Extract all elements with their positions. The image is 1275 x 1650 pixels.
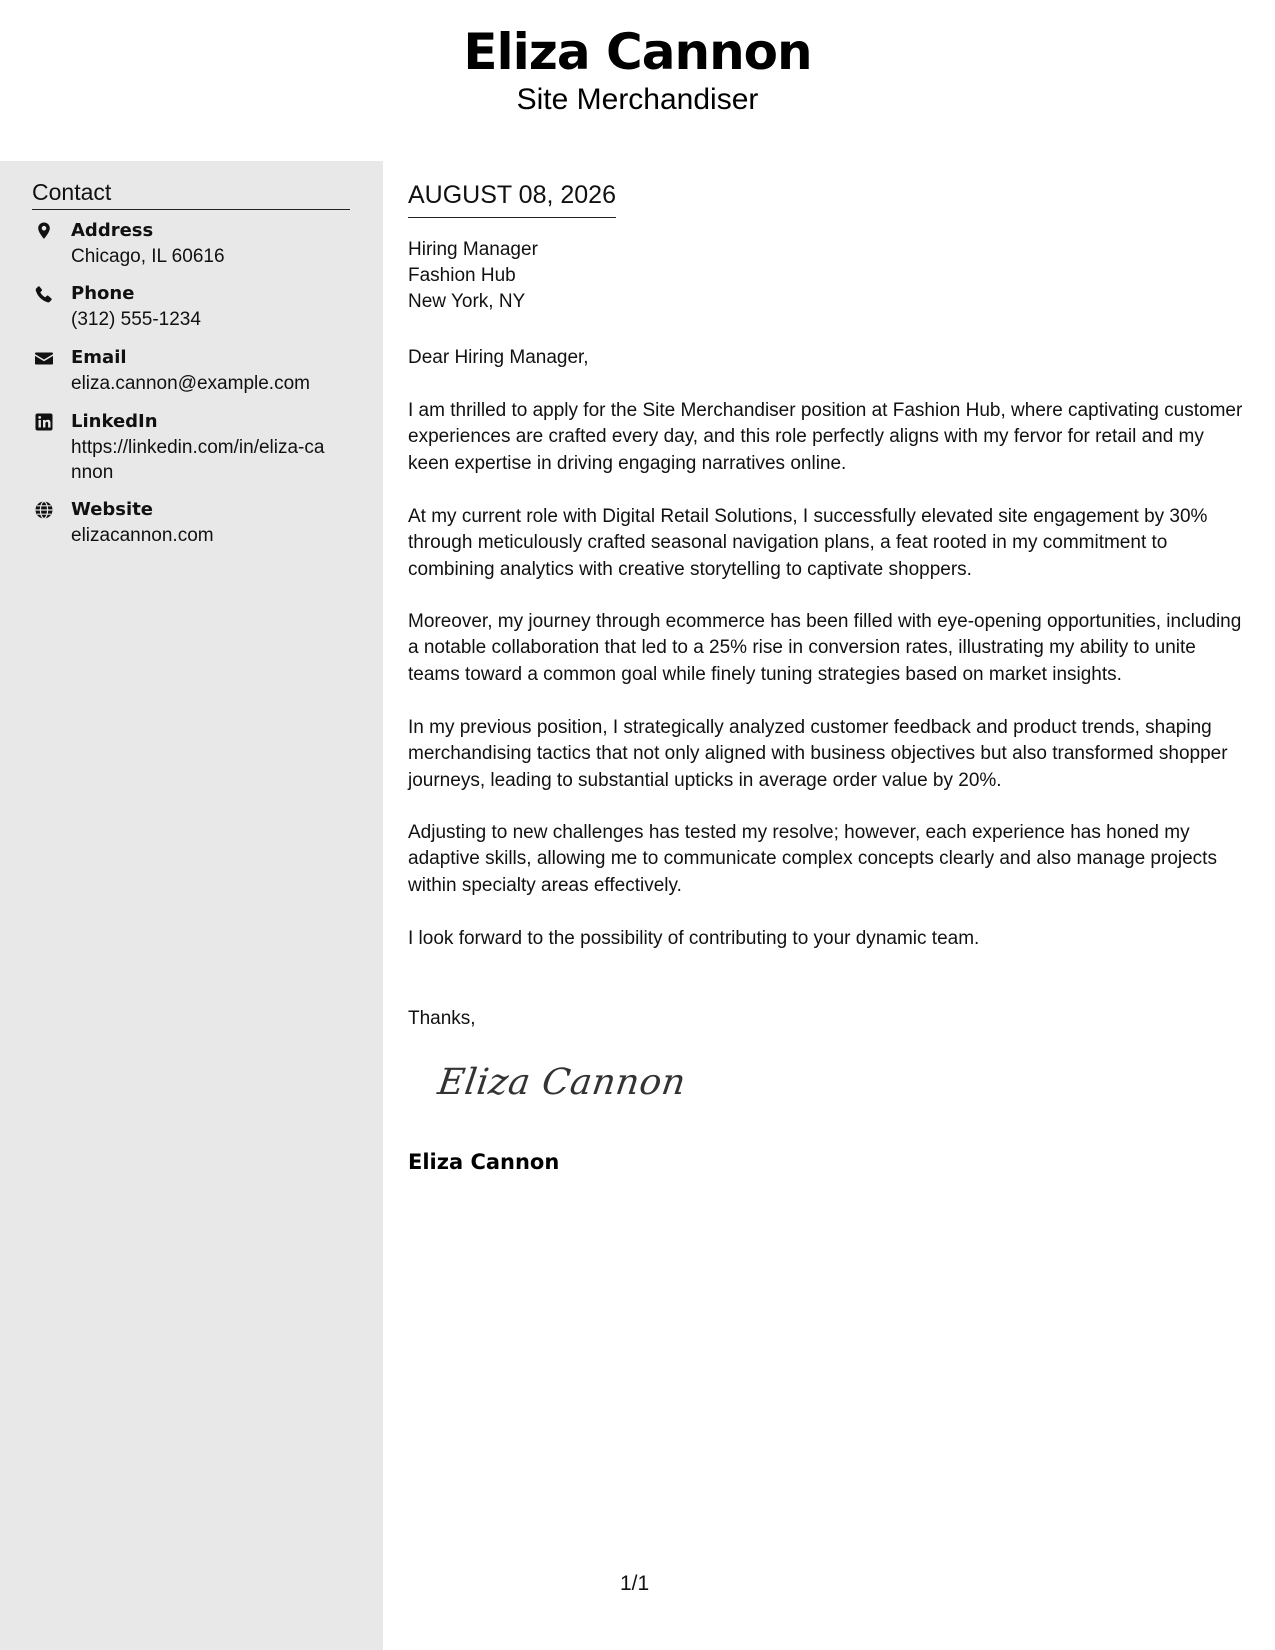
contact-value: Chicago, IL 60616: [71, 246, 225, 267]
envelope-icon: [34, 348, 54, 368]
body-paragraph: I am thrilled to apply for the Site Merchandiser position at Fashion Hub, where captivating customer experiences are crafted every day, and this role perfectly aligns with my fervor for retail and my keen expertise in driving engaging narratives online.: [408, 400, 1243, 474]
map-pin-icon: [34, 221, 54, 241]
recipient-block: [408, 237, 538, 315]
phone-icon: [34, 284, 54, 304]
greeting: Dear Hiring Manager,: [408, 347, 589, 368]
body-paragraph: I look forward to the possibility of contributing to your dynamic team.: [408, 928, 980, 949]
contact-label: Phone: [71, 283, 135, 304]
recipient-company: Fashion Hub: [408, 265, 516, 286]
contact-label: Address: [71, 220, 154, 241]
svg-text:Eliza Cannon: Eliza Cannon: [435, 1060, 689, 1103]
signer-name: Eliza Cannon: [408, 1150, 560, 1174]
contact-label: LinkedIn: [71, 411, 158, 432]
contact-heading: Contact: [32, 177, 350, 210]
linkedin-icon: [34, 412, 54, 432]
body-paragraph: Moreover, my journey through ecommerce has been filled with eye-opening opportunities, including a notable collaboration that led to a 25% rise in conversion rates, illustrating my ability to unite teams toward a common goal while finely tuning strategies based on market insights.: [408, 611, 1242, 685]
contact-value: eliza.cannon@example.com: [71, 373, 310, 394]
contact-sidebar: [0, 161, 383, 1650]
letter-date: AUGUST 08, 2026: [408, 179, 616, 218]
body-paragraph: At my current role with Digital Retail Solutions, I successfully elevated site engagement by 30% through meticulously crafted seasonal navigation plans, a feat rooted in my commitment to combining analytics with creative storytelling to captivate shoppers.: [408, 506, 1208, 580]
letter-header: [0, 0, 1275, 161]
contact-label: Email: [71, 347, 127, 368]
recipient-location: New York, NY: [408, 291, 526, 312]
signature-image: [435, 1056, 689, 1106]
body-paragraph: In my previous position, I strategically analyzed customer feedback and product trends, shaping merchandising tactics that not only aligned with business objectives but also transformed shopper journeys, leading to substantial upticks in average order value by 20%.: [408, 717, 1228, 791]
recipient-name: Hiring Manager: [408, 239, 538, 260]
page-number: 1/1: [620, 1572, 650, 1595]
contact-value[interactable]: elizacannon.com: [71, 525, 214, 546]
applicant-name: Eliza Cannon: [463, 23, 812, 81]
closing: Thanks,: [408, 1008, 476, 1029]
contact-value: (312) 555-1234: [71, 309, 201, 330]
applicant-role: Site Merchandiser: [516, 83, 759, 116]
contact-label: Website: [71, 499, 154, 520]
body-paragraph: Adjusting to new challenges has tested my resolve; however, each experience has honed my adaptive skills, allowing me to communicate complex concepts clearly and also manage projects within specialty areas effectively.: [408, 822, 1217, 896]
globe-icon: [34, 500, 54, 520]
contact-value[interactable]: https://linkedin.com/in/eliza-cannon: [71, 437, 325, 483]
